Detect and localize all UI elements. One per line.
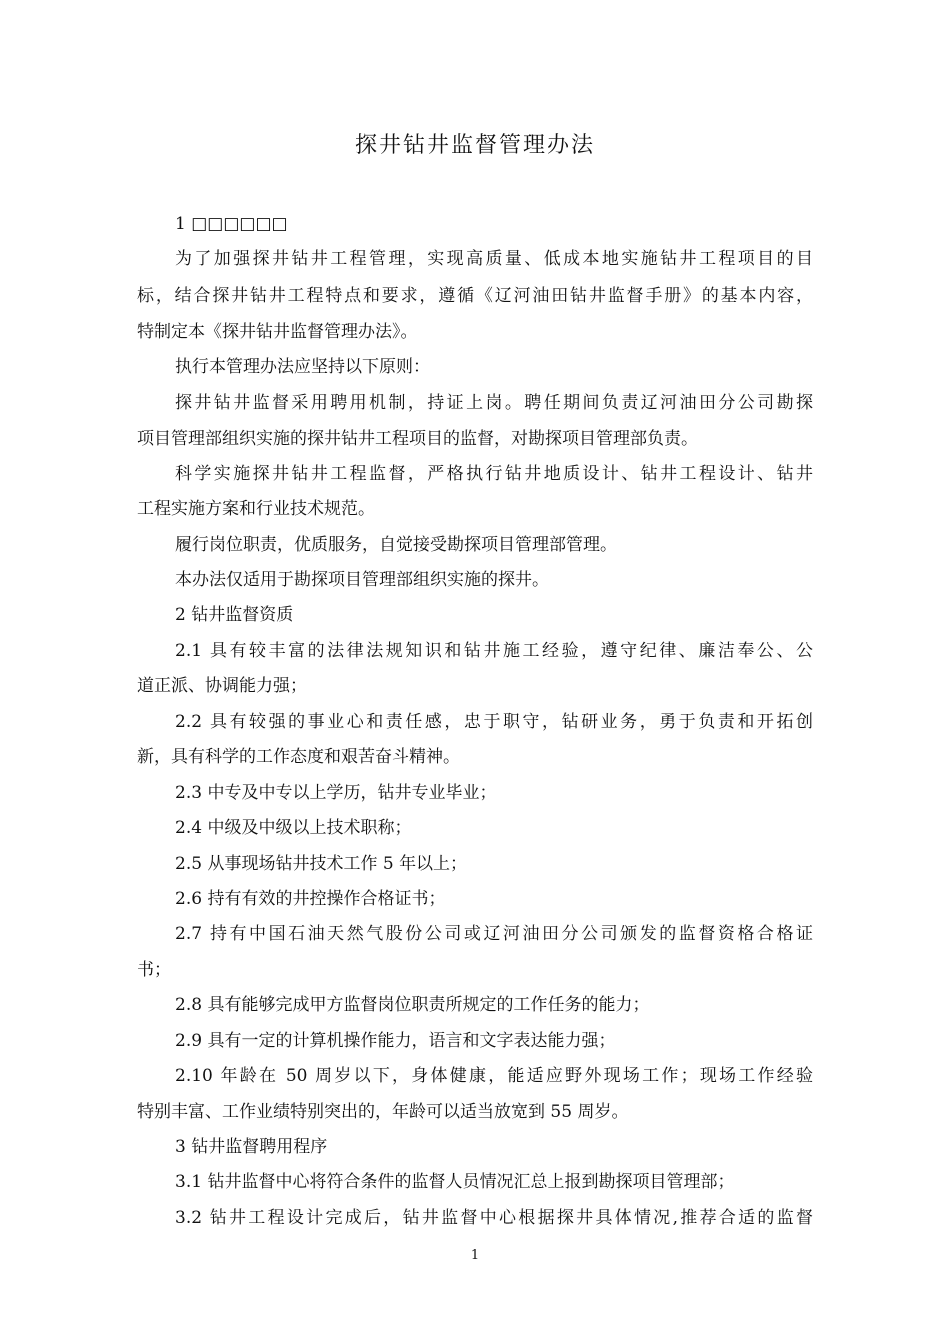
paragraph-line: 标，结合探井钻井工程特点和要求，遵循《辽河油田钻井监督手册》的基本内容， — [137, 286, 813, 306]
list-item-line: 2.3 中专及中专以上学历，钻井专业毕业； — [175, 783, 497, 803]
list-item-line: 2.7 持有中国石油天然气股份公司或辽河油田分公司颁发的监督资格合格证 — [175, 924, 813, 944]
paragraph-line: 为了加强探井钻井工程管理，实现高质量、低成本地实施钻井工程项目的目 — [175, 249, 813, 269]
list-item-line: 2.9 具有一定的计算机操作能力，语言和文字表达能力强； — [175, 1031, 616, 1051]
section-1-heading: 1 □□□□□□ — [175, 214, 288, 234]
list-item-line: 2.4 中级及中级以上技术职称； — [175, 818, 412, 838]
list-item-line: 2.2 具有较强的事业心和责任感，忠于职守，钻研业务，勇于负责和开拓创 — [175, 712, 813, 732]
list-item-line: 2.6 持有有效的井控操作合格证书； — [175, 889, 446, 909]
section-2-heading: 2 钻井监督资质 — [175, 605, 294, 625]
paragraph-line: 科学实施探井钻井工程监督，严格执行钻井地质设计、钻井工程设计、钻井 — [175, 464, 813, 484]
list-item-line: 3.1 钻井监督中心将符合条件的监督人员情况汇总上报到勘探项目管理部； — [175, 1172, 735, 1192]
list-item-line: 道正派、协调能力强； — [137, 676, 307, 696]
paragraph-line: 本办法仅适用于勘探项目管理部组织实施的探井。 — [175, 570, 549, 590]
list-item-line: 特别丰富、工作业绩特别突出的，年龄可以适当放宽到 55 周岁。 — [137, 1102, 629, 1122]
list-item-line: 2.1 具有较丰富的法律法规知识和钻井施工经验，遵守纪律、廉洁奉公、公 — [175, 641, 813, 661]
list-item-line: 3.2 钻井工程设计完成后，钻井监督中心根据探井具体情况,推荐合适的监督 — [175, 1208, 813, 1228]
paragraph-line: 执行本管理办法应坚持以下原则： — [175, 357, 430, 377]
paragraph-line: 探井钻井监督采用聘用机制，持证上岗。聘任期间负责辽河油田分公司勘探 — [175, 393, 813, 413]
document-title: 探井钻井监督管理办法 — [354, 133, 595, 158]
list-item-line: 书； — [137, 960, 171, 980]
list-item-line: 2.8 具有能够完成甲方监督岗位职责所规定的工作任务的能力； — [175, 995, 650, 1015]
section-3-heading: 3 钻井监督聘用程序 — [175, 1137, 328, 1157]
paragraph-line: 特制定本《探井钻井监督管理办法》。 — [137, 322, 418, 342]
paragraph-line: 履行岗位职责，优质服务，自觉接受勘探项目管理部管理。 — [175, 535, 617, 555]
paragraph-line: 工程实施方案和行业技术规范。 — [137, 499, 375, 519]
list-item-line: 新，具有科学的工作态度和艰苦奋斗精神。 — [137, 747, 460, 767]
list-item-line: 2.10 年龄在 50 周岁以下，身体健康，能适应野外现场工作；现场工作经验 — [175, 1066, 813, 1086]
page-number: 1 — [470, 1248, 480, 1263]
paragraph-line: 项目管理部组织实施的探井钻井工程项目的监督，对勘探项目管理部负责。 — [137, 429, 698, 449]
list-item-line: 2.5 从事现场钻井技术工作 5 年以上； — [175, 854, 468, 874]
